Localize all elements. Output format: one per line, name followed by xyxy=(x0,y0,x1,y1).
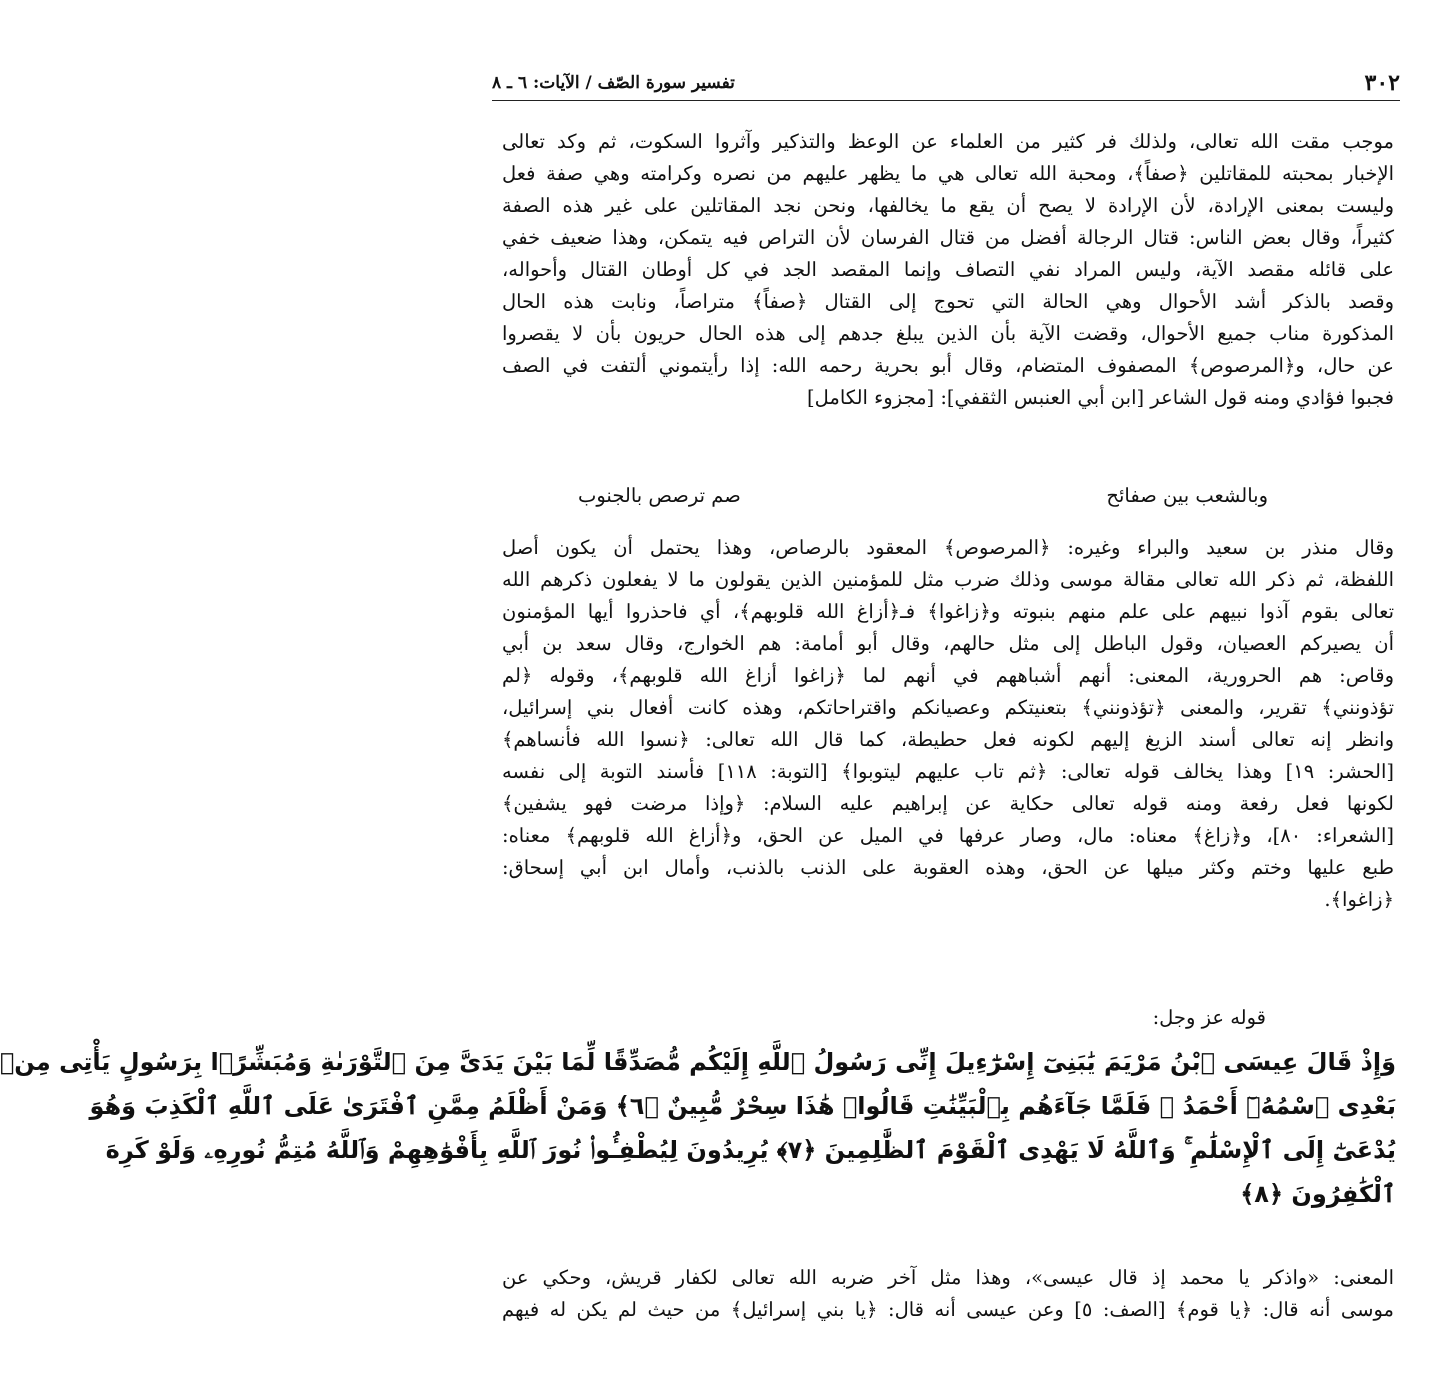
page-header xyxy=(492,66,1400,101)
text-line: كثيراً، وقال بعض الناس: قتال الرجالة أفضل من قتال الفرسان لأن التراص فيه يتمكن، وهذا ضعيف خفي xyxy=(502,226,1394,249)
running-title: تفسير سورة الصّف / الآيات: ٦ ـ ٨ xyxy=(492,73,735,93)
text-line: المعنى: «واذكر يا محمد إذ قال عيسى»، وهذا مثل آخر ضربه الله تعالى لكفار قريش، وحكي عن xyxy=(502,1266,1394,1289)
text-line: موسى أنه قال: ﴿يا قوم﴾ [الصف: ٥] وعن عيسى أنه قال: ﴿يا بني إسرائيل﴾ من حيث لم يكن له فيهم xyxy=(502,1298,1394,1321)
text-line: على قائله مقصد الآية، وليس المراد نفي التصاف وإنما المقصد الجد في كل أوطان القتال وأحواله، xyxy=(502,258,1394,281)
text-line: اللفظة، ثم ذكر الله تعالى مقالة موسى وذلك ضرب مثل للمؤمنين الذين يقولون ما لا يفعلون ذكرهم الله xyxy=(502,568,1394,591)
text-line: [الشعراء: ٨٠]، و﴿زاغ﴾ معناه: مال، وصار عرفها في الميل عن الحق، و﴿أزاغ الله قلوبهم﴾ معناه: xyxy=(502,824,1394,847)
verse-introduction: قوله عز وجل: xyxy=(1152,1006,1266,1029)
text-line: طبع عليها وختم وكثر ميلها عن الحق، وهذه العقوبة على الذنب بالذنب، وأمال ابن أبي إسحاق: xyxy=(502,856,1394,879)
verse-line: يُدْعَىٰٓ إِلَى ٱلْإِسْلَٰمِ ۚ وَٱللَّهُ لَا يَهْدِى ٱلْقَوْمَ ٱلظَّٰلِمِينَ ﴿٧﴾ يُرِيدُونَ لِيُطْفِـُٔوا۟ نُورَ ٱللَّهِ بِأَفْوَٰهِهِمْ وَٱللَّهُ مُتِمُّ نُورِهِۦ وَلَوْ كَرِهَ xyxy=(105,1136,1396,1164)
poem-first-hemistich: وبالشعب بين صفائح xyxy=(1106,484,1268,507)
poem-second-hemistich: صم ترصص بالجنوب xyxy=(578,484,741,507)
verse-line: ٱلْكَٰفِرُونَ ﴿٨﴾ xyxy=(1240,1180,1396,1208)
text-line: وليست بمعنى الإرادة، لأن الإرادة لا يصح أن يقع ما يخالفها، ونحن نجد المقاتلين على غير هذه الصفة xyxy=(502,194,1394,217)
text-line: وقاص: هم الحرورية، المعنى: أنهم أشباههم في أنهم لما ﴿زاغوا أزاغ الله قلوبهم﴾، وقوله ﴿لم xyxy=(502,664,1394,687)
verse-line: وَإِذْ قَالَ عِيسَى ٱبْنُ مَرْيَمَ يَٰبَنِىٓ إِسْرَٰٓءِيلَ إِنِّى رَسُولُ ٱللَّهِ إِلَيْكُم مُّصَدِّقًا لِّمَا بَيْنَ يَدَىَّ مِنَ ٱلتَّوْرَىٰةِ وَمُبَشِّرًۢا بِرَسُولٍ يَأْتِى مِنۢ xyxy=(0,1048,1396,1076)
text-line: وقال منذر بن سعيد والبراء وغيره: ﴿المرصوص﴾ المعقود بالرصاص، وهذا يحتمل أن يكون أصل xyxy=(502,536,1394,559)
text-line: الإخبار بمحبته للمقاتلين ﴿صفاً﴾، ومحبة الله تعالى هي ما يظهر عليهم من نصره وكرامته وهي صفة فعل xyxy=(502,162,1394,185)
commentary-paragraph-3 xyxy=(502,1262,1394,1326)
text-line: تؤذونني﴾ تقرير، والمعنى ﴿تؤذونني﴾ بتعنيتكم وعصيانكم واقتراحاتكم، وهذه كانت أفعال بني إسرائيل، xyxy=(502,696,1394,719)
commentary-paragraph-2 xyxy=(502,532,1394,916)
text-line: [الحشر: ١٩] وهذا يخالف قوله تعالى: ﴿ثم تاب عليهم ليتوبوا﴾ [التوبة: ١١٨] فأسند التوبة إلى نفسه xyxy=(502,760,1394,783)
text-line: لكونها فعل رفعة ومنه قوله تعالى حكاية عن إبراهيم عليه السلام: ﴿وإذا مرضت فهو يشفين﴾ xyxy=(502,792,1394,815)
text-line: وانظر إنه تعالى أسند الزيغ إليهم لكونه فعل حطيطة، كما قال الله تعالى: ﴿نسوا الله فأنساهم﴾ xyxy=(502,728,1395,751)
quran-verse-block xyxy=(0,1040,1396,1216)
text-line: عن حال، و﴿المرصوص﴾ المصفوف المتضام، وقال أبو بحرية رحمه الله: إذا رأيتموني ألتفت في الصف xyxy=(502,354,1394,377)
text-line: أن يصيركم العصيان، وقول الباطل إلى مثل حالهم، وقال أبو أمامة: هم الخوارج، وقال سعد بن أبي xyxy=(502,632,1394,655)
text-line: وقصد بالذكر أشد الأحوال وهي الحالة التي تحوج إلى القتال ﴿صفاً﴾ متراصاً، ونابت هذه الحال xyxy=(502,290,1394,313)
poem-verse xyxy=(578,484,1268,518)
text-line: موجب مقت الله تعالى، ولذلك فر كثير من العلماء عن الوعظ والتذكير وآثروا السكوت، ثم وكد تعالى xyxy=(502,130,1394,153)
text-line: تعالى بقوم آذوا نبيهم على علم منهم بنبوته و﴿زاغوا﴾ فـ﴿أزاغ الله قلوبهم﴾، أي فاحذروا أيها المؤمنون xyxy=(502,600,1394,623)
page-number: ٣٠٢ xyxy=(1364,70,1400,96)
text-line: المذكورة مناب جميع الأحوال، وقضت الآية بأن الذين يبلغ جدهم إلى هذه الحال حريون بأن لا يقصروا xyxy=(502,322,1394,345)
text-line: ﴿زاغوا﴾. xyxy=(1324,888,1394,911)
commentary-paragraph-1 xyxy=(502,126,1394,414)
text-line: فجبوا فؤادي ومنه قول الشاعر [ابن أبي العنبس الثقفي]: [مجزوء الكامل] xyxy=(807,386,1394,409)
verse-line: بَعْدِى ٱسْمُهُۥٓ أَحْمَدُ ۖ فَلَمَّا جَآءَهُم بِٱلْبَيِّنَٰتِ قَالُوا۟ هَٰذَا سِحْرٌ مُّبِينٌ ﴿٦﴾ وَمَنْ أَظْلَمُ مِمَّنِ ٱفْتَرَىٰ عَلَى ٱللَّهِ ٱلْكَذِبَ وَهُوَ xyxy=(89,1092,1396,1120)
